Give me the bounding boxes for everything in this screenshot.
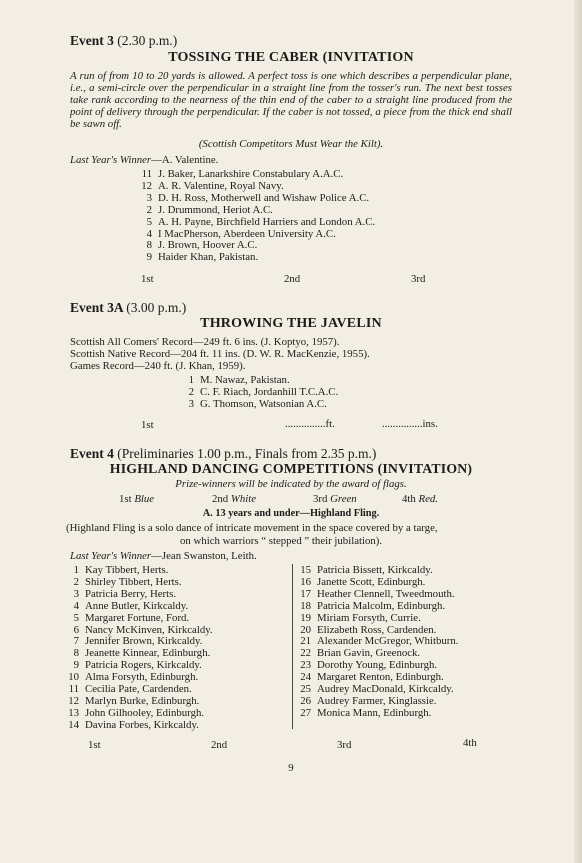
event3-place-1st: 1st bbox=[141, 273, 154, 285]
flag-3rd: 3rd Green bbox=[313, 493, 357, 505]
last-winner-name: —A. Valentine. bbox=[151, 154, 219, 166]
dancers-list-left bbox=[63, 565, 213, 732]
list-item: 7 Jennifer Brown, Kirkcaldy. bbox=[73, 635, 203, 648]
list-item: 18 Patricia Malcolm, Edinburgh. bbox=[300, 599, 446, 612]
column-divider bbox=[292, 564, 293, 729]
page-edge-shadow bbox=[574, 0, 582, 863]
list-item: 26 Audrey Farmer, Kinglassie. bbox=[300, 694, 437, 707]
dancers-list-right bbox=[295, 565, 458, 720]
list-item: 11 J. Baker, Lanarkshire Constabulary A.A.C. bbox=[141, 168, 344, 180]
event4-section-heading: A. 13 years and under—Highland Fling. bbox=[202, 508, 380, 519]
list-item: 9 Patricia Rogers, Kirkcaldy. bbox=[73, 659, 202, 672]
event3a-feet-blank: ...............ft. bbox=[285, 418, 335, 430]
event4-last-winner bbox=[70, 550, 257, 562]
event3-time: (2.30 p.m.) bbox=[117, 33, 178, 48]
list-item: 27 Monica Mann, Edinburgh. bbox=[300, 706, 432, 719]
list-item: 17 Heather Clennell, Tweedmouth. bbox=[300, 587, 455, 600]
event4-place-2nd: 2nd bbox=[211, 739, 228, 751]
record-line: Scottish Native Record—204 ft. 11 ins. (D. W. R. MacKenzie, 1955). bbox=[70, 347, 370, 360]
list-item: 11 Cecilia Pate, Cardenden. bbox=[68, 683, 192, 696]
list-item: 2 Shirley Tibbert, Herts. bbox=[73, 575, 182, 588]
flag-1st: 1st Blue bbox=[119, 493, 155, 505]
event4-label: Event 4 bbox=[70, 446, 114, 461]
list-item: 12 Marlyn Burke, Edinburgh. bbox=[68, 694, 200, 707]
list-item: 23 Dorothy Young, Edinburgh. bbox=[300, 659, 438, 672]
list-item: 12 A. R. Valentine, Royal Navy. bbox=[141, 179, 284, 192]
event3a-entrants bbox=[186, 375, 338, 411]
page-number: 9 bbox=[288, 762, 294, 774]
list-item: 14 Davina Forbes, Kirkcaldy. bbox=[68, 718, 199, 731]
event3a-time: (3.00 p.m.) bbox=[126, 300, 187, 315]
list-item: 6 Nancy McKinven, Kirkcaldy. bbox=[73, 623, 213, 636]
event4-place-3rd: 3rd bbox=[337, 739, 352, 751]
event4-description-line2: on which warriors “ stepped ” their jubilation). bbox=[180, 535, 383, 547]
flag-4th: 4th Red. bbox=[402, 493, 438, 505]
event3-kilt-note: (Scottish Competitors Must Wear the Kilt). bbox=[198, 138, 384, 150]
last-winner-name: —Jean Swanston, Leith. bbox=[151, 550, 257, 562]
list-item: 22 Brian Gavin, Greenock. bbox=[300, 647, 421, 660]
event4-prize-note: Prize-winners will be indicated by the award of flags. bbox=[175, 478, 407, 490]
list-item: 19 Miriam Forsyth, Currie. bbox=[300, 611, 421, 624]
event3-place-2nd: 2nd bbox=[284, 273, 301, 285]
event3-last-winner bbox=[70, 154, 218, 166]
list-item: 21 Alexander McGregor, Whitburn. bbox=[300, 635, 459, 648]
list-item: 4 I MacPherson, Aberdeen University A.C. bbox=[146, 227, 336, 240]
event3a-records bbox=[70, 337, 370, 373]
flag-2nd: 2nd White bbox=[212, 493, 257, 505]
event3-entrants bbox=[138, 169, 375, 264]
list-item: 2 J. Drummond, Heriot A.C. bbox=[146, 203, 273, 216]
last-winner-label: Last Year's Winner bbox=[70, 154, 152, 166]
event4-place-4th: 4th bbox=[463, 737, 477, 749]
event4-time: (Preliminaries 1.00 p.m., Finals from 2.35 p.m.) bbox=[117, 446, 377, 461]
list-item: 4 Anne Butler, Kirkcaldy. bbox=[73, 599, 189, 612]
list-item: 24 Margaret Renton, Edinburgh. bbox=[300, 671, 444, 684]
event4-place-1st: 1st bbox=[88, 739, 101, 751]
list-item: 3 D. H. Ross, Motherwell and Wishaw Police A.C. bbox=[146, 191, 370, 204]
list-item: 8 Jeanette Kinnear, Edinburgh. bbox=[73, 647, 211, 660]
list-item: 3 G. Thomson, Watsonian A.C. bbox=[188, 397, 327, 410]
list-item: 13 John Gilhooley, Edinburgh. bbox=[68, 706, 205, 719]
event3-heading bbox=[70, 33, 177, 49]
event3-place-3rd: 3rd bbox=[411, 273, 426, 285]
list-item: 1 Kay Tibbert, Herts. bbox=[73, 564, 169, 576]
event4-description-line1: (Highland Fling is a solo dance of intricate movement in the space covered by a targe, bbox=[66, 522, 438, 534]
event3a-place-1st: 1st bbox=[141, 419, 154, 431]
event3a-label: Event 3A bbox=[70, 300, 123, 315]
list-item: 20 Elizabeth Ross, Cardenden. bbox=[300, 623, 437, 636]
list-item: 3 Patricia Berry, Herts. bbox=[73, 587, 177, 600]
list-item: 8 J. Brown, Hoover A.C. bbox=[146, 239, 258, 252]
list-item: 9 Haider Khan, Pakistan. bbox=[146, 251, 259, 264]
list-item: 25 Audrey MacDonald, Kirkcaldy. bbox=[300, 683, 454, 696]
event3-label: Event 3 bbox=[70, 33, 114, 48]
event3a-heading bbox=[70, 300, 186, 316]
list-item: 5 A. H. Payne, Birchfield Harriers and London A.C. bbox=[146, 215, 376, 228]
event3-rules: A run of from 10 to 20 yards is allowed. A perfect toss is one which describes a perpendicular plane, i.e., a semi-circle over the perpendicular in a straight line from the tosser's run. The next best tosses take rank according to the nearness of the thin end of the caber to a straight line produced from the point of delivery through the perpendicular. If the caber is not tossed, a piece from the thick end shall be sawn off. bbox=[70, 70, 512, 131]
event3a-inches-blank: ...............ins. bbox=[382, 418, 438, 430]
event3-title: TOSSING THE CABER (INVITATION bbox=[168, 50, 414, 65]
list-item: 2 C. F. Riach, Jordanhill T.C.A.C. bbox=[188, 385, 339, 398]
list-item: 5 Margaret Fortune, Ford. bbox=[73, 611, 190, 624]
record-line: Scottish All Comers' Record—249 ft. 6 ins. (J. Koptyo, 1957). bbox=[70, 336, 340, 348]
last-winner-label: Last Year's Winner bbox=[70, 550, 152, 562]
list-item: 10 Alma Forsyth, Edinburgh. bbox=[68, 671, 199, 684]
event4-title: HIGHLAND DANCING COMPETITIONS (INVITATION) bbox=[109, 461, 473, 476]
record-line: Games Record—240 ft. (J. Khan, 1959). bbox=[70, 359, 246, 372]
list-item: 1 M. Nawaz, Pakistan. bbox=[188, 374, 290, 386]
event4-heading bbox=[70, 446, 376, 462]
list-item: 16 Janette Scott, Edinburgh. bbox=[300, 575, 426, 588]
event3a-title: THROWING THE JAVELIN bbox=[200, 316, 382, 331]
list-item: 15 Patricia Bissett, Kirkcaldy. bbox=[300, 564, 433, 576]
